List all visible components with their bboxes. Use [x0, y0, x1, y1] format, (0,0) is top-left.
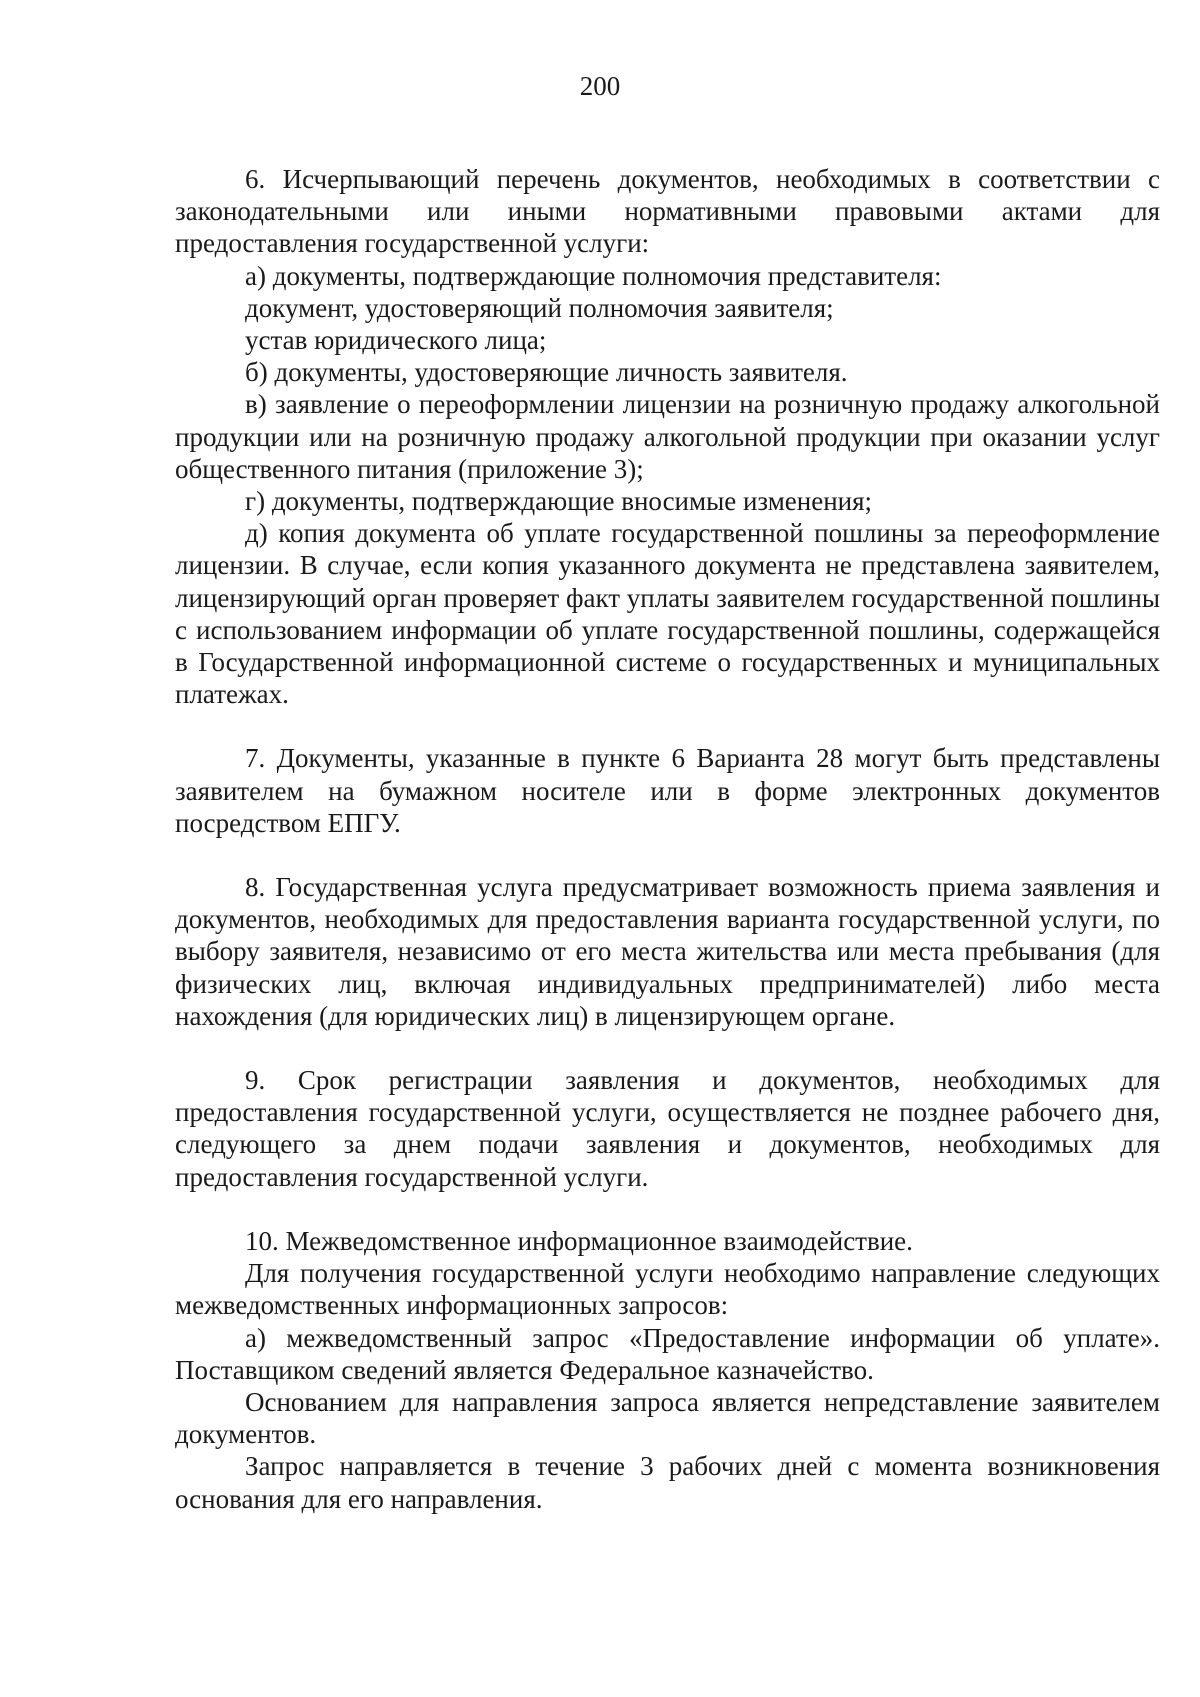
paragraph-6-intro: 6. Исчерпывающий перечень документов, необходимых в соответствии с законодательными или иными нормативными правовыми актами для предоставления государственной услуги: — [175, 164, 1160, 259]
paragraph-6a-item-1: документ, удостоверяющий полномочия заявителя; — [245, 292, 834, 323]
paragraph-6v: в) заявление о переоформлении лицензии на розничную продажу алкогольной продукции или на розничную продажу алкогольной продукции при оказании услуг общественного питания (приложение 3); — [175, 389, 1160, 484]
paragraph-6a-item-2: устав юридического лица; — [245, 325, 547, 356]
paragraph-7: 7. Документы, указанные в пункте 6 Варианта 28 могут быть представлены заявителем на бумажном носителе или в форме электронных документов посредством ЕПГУ. — [175, 743, 1160, 838]
document-body — [175, 163, 1160, 1515]
paragraph-9: 9. Срок регистрации заявления и документов, необходимых для предоставления государственной услуги, осуществляется не позднее рабочего дня, следующего за днем подачи заявления и документов, необходимых для предоставления государственной услуги. — [175, 1065, 1160, 1192]
paragraph-10: 10. Межведомственное информационное взаимодействие. — [245, 1225, 913, 1256]
paragraph-10a: а) межведомственный запрос «Предоставление информации об уплате». Поставщиком сведений является Федеральное казначейство. — [175, 1322, 1160, 1385]
paragraph-10-basis: Основанием для направления запроса является непредставление заявителем документов. — [175, 1386, 1160, 1450]
paragraph-8: 8. Государственная услуга предусматривает возможность приема заявления и документов, необходимых для предоставления варианта государственной услуги, по выбору заявителя, независимо от его места жительства или места пребывания (для физических лиц, включая индивидуальных предпринимателей) либо места нахождения (для юридических лиц) в лицензирующем органе. — [175, 872, 1160, 1031]
paragraph-6b: б) документы, удостоверяющие личность заявителя. — [245, 357, 848, 388]
paragraph-6g: г) документы, подтверждающие вносимые изменения; — [245, 486, 873, 517]
paragraph-10-intro: Для получения государственной услуги необходимо направление следующих межведомственных информационных запросов: — [175, 1258, 1160, 1321]
page-number: 200 — [579, 71, 621, 101]
paragraph-6d: д) копия документа об уплате государственной пошлины за переоформление лицензии. В случае, если копия указанного документа не представлена заявителем, лицензирующий орган проверяет факт уплаты заявителем государственной пошлины с использованием информации об уплате государственной пошлины, содержащейся в Государственной информационной системе о государственных и муниципальных платежах. — [175, 518, 1160, 710]
paragraph-10-timing: Запрос направляется в течение 3 рабочих дней с момента возникновения основания для его направления. — [175, 1451, 1160, 1514]
paragraph-6a: а) документы, подтверждающие полномочия представителя: — [245, 260, 942, 291]
